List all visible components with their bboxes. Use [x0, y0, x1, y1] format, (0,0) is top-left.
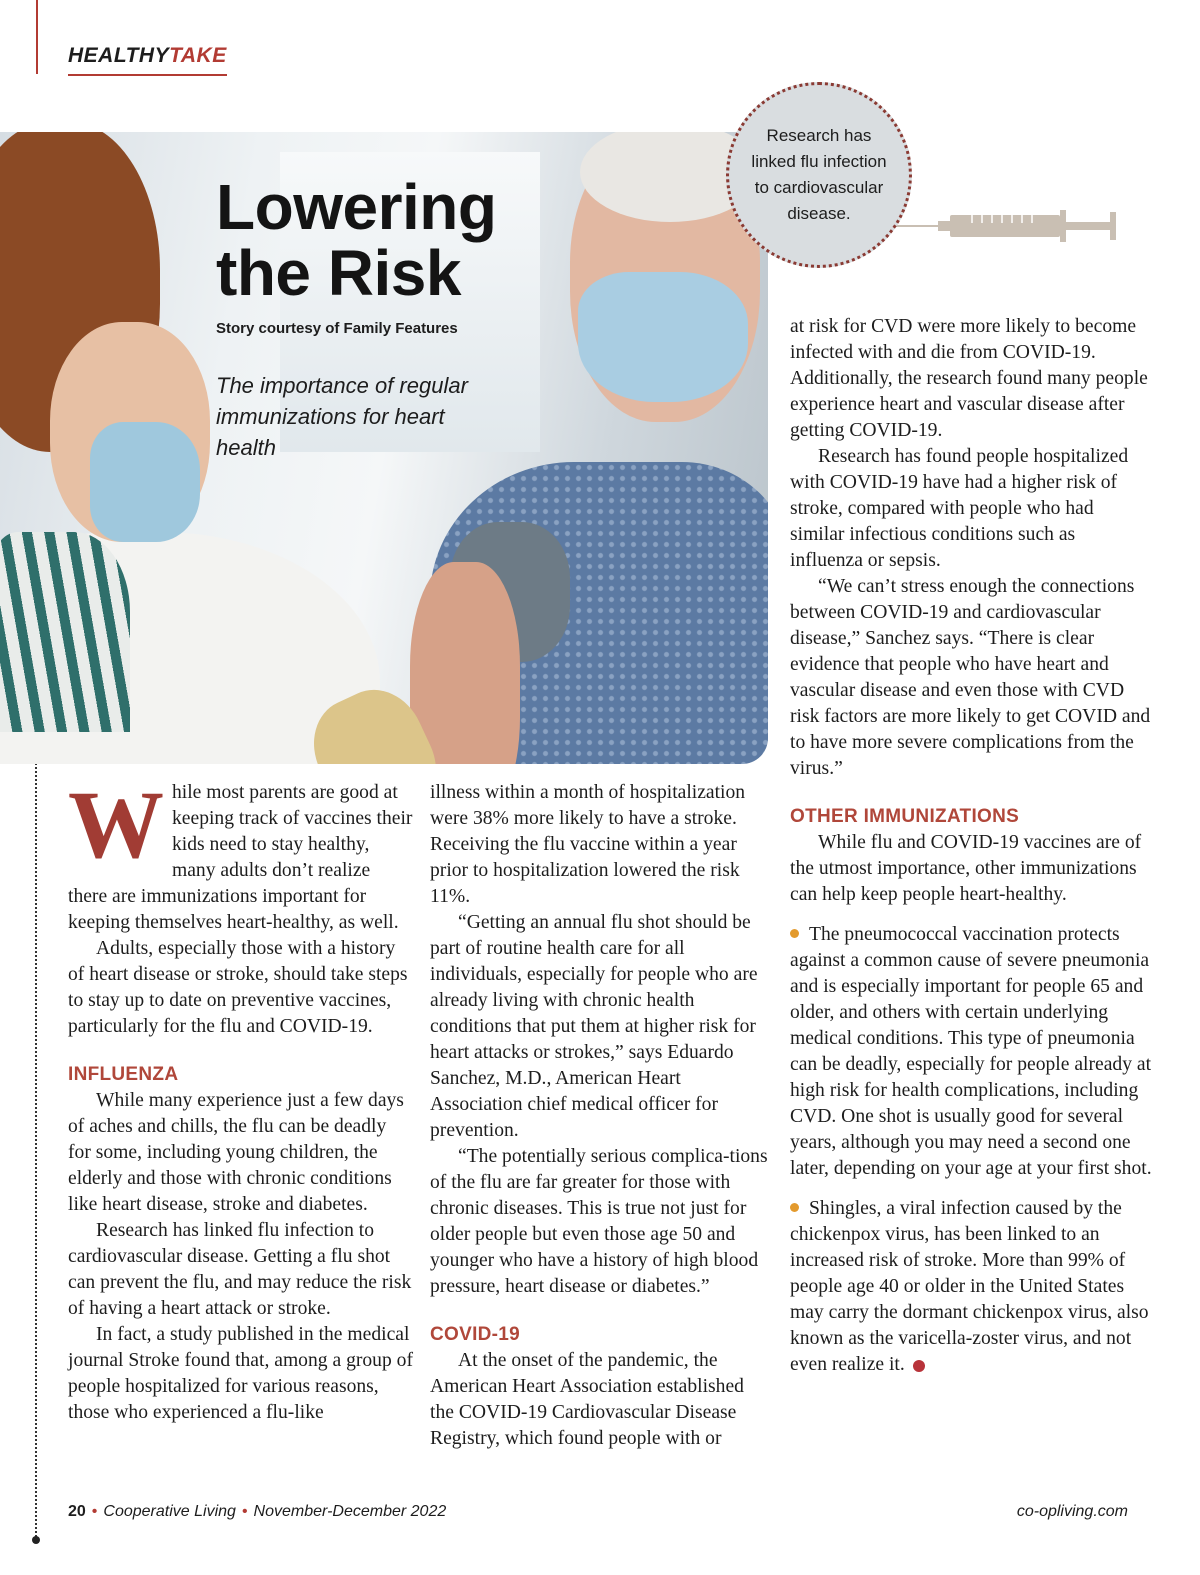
- callout-text: Research has linked flu infection to cardiovascular disease.: [751, 126, 887, 223]
- heading-covid: COVID-19: [430, 1324, 521, 1345]
- page-number: 20: [68, 1503, 86, 1520]
- article-headline: [216, 171, 497, 309]
- byline: Story courtesy of Family Features: [216, 320, 458, 337]
- drop-cap: W: [68, 771, 164, 878]
- bullet-icon: [790, 929, 799, 938]
- influenza-paragraph-4: “Getting an annual flu shot should be part of routine health care for all individuals, especially for people who are already living with chronic health conditions that put them at higher risk for heart attacks or strokes,” says Eduardo Sanchez, M.D., American Heart Association chief medical officer for prevention.: [430, 912, 758, 1141]
- body-column-1: [68, 771, 413, 1426]
- issue-date: November-December 2022: [253, 1503, 447, 1520]
- list-item: [790, 1196, 1152, 1378]
- magazine-name: Cooperative Living: [103, 1503, 236, 1520]
- covid-paragraph-3: “We can’t stress enough the connections between COVID-19 and cardiovascular disease,” Sanchez says. “There is clear evidence that people who have heart and vascular disease and even those with CVD risk factors are more likely to get COVID and to have more severe complications from the virus.”: [790, 576, 1151, 779]
- photo-nurse-collar: [0, 532, 130, 732]
- rule-end-dot: [32, 1536, 40, 1544]
- influenza-paragraph-2: Research has linked flu infection to cardiovascular disease. Getting a flu shot can prevent the flu, and may reduce the risk of having a heart attack or stroke.: [68, 1220, 412, 1319]
- influenza-paragraph-5: “The potentially serious complica-tions of the flu are far greater for those with chronic diseases. This is true not just for older people but even those age 50 and younger who have a history of high blood pressure, heart disease or diabetes.”: [430, 1146, 768, 1297]
- callout-bubble: [726, 82, 912, 268]
- website-link[interactable]: co-opliving.com: [1016, 1503, 1128, 1520]
- intro-paragraph-2: Adults, especially those with a history of heart disease or stroke, should take steps to stay up to date on preventive vaccines, particularly for the flu and COVID-19.: [68, 938, 408, 1037]
- influenza-paragraph-3: In fact, a study published in the medical journal Stroke found that, among a group of people hospitalized for various reasons, those who experienced a flu-like: [68, 1324, 413, 1423]
- headline-line2: the Risk: [216, 237, 461, 309]
- bullet-icon: [790, 1203, 799, 1212]
- dotted-margin-rule: [35, 760, 37, 1540]
- bullet-text-pneumococcal: The pneumococcal vaccination protects against a common cause of severe pneumonia and is especially important for people 65 and older, and others with certain underlying medical conditions. This type of pneumonia can be deadly, especially for people already at high risk for health complications, including CVD. One shot is usually good for several years, although you may need a second one later, depending on your age at your first shot.: [790, 924, 1152, 1179]
- page-footer: [68, 1503, 446, 1521]
- influenza-paragraph-1: While many experience just a few days of aches and chills, the flu can be deadly for some, including young children, the elderly and those with chronic conditions like heart disease, stroke and diabetes.: [68, 1090, 404, 1215]
- photo-patient-arm: [410, 562, 520, 764]
- section-label: [68, 44, 227, 76]
- covid-paragraph-2: Research has found people hospitalized with COVID-19 have had a higher risk of stroke, compared with people who had similar infectious conditions such as influenza or sepsis.: [790, 446, 1129, 571]
- footer-separator-icon: •: [91, 1503, 98, 1520]
- covid-paragraph-1: At the onset of the pandemic, the American Heart Association established the COVID-19 Cardiovascular Disease Registry, which found people with or: [430, 1350, 744, 1449]
- heading-other-immunizations: OTHER IMMUNIZATIONS: [790, 806, 1020, 827]
- syringe-icon: [892, 206, 1124, 246]
- photo-nurse-mask: [90, 422, 200, 542]
- list-item: [790, 922, 1152, 1182]
- covid-paragraph-1-cont: at risk for CVD were more likely to become infected with and die from COVID-19. Additionally, the research found many people experience heart and vascular disease after getting COVID-19.: [790, 316, 1148, 441]
- footer-separator-icon: •: [241, 1503, 248, 1520]
- intro-paragraph-1: While most parents are good at keeping track of vaccines their kids need to stay healthy, many adults don’t realize there are immunizations important for keeping themselves heart-healthy, as well.: [68, 771, 413, 933]
- top-accent-rule: [36, 0, 38, 74]
- photo-patient-mask: [578, 272, 748, 402]
- heading-influenza: INFLUENZA: [68, 1064, 179, 1085]
- headline-line1: Lowering: [216, 171, 497, 243]
- article-deck: The importance of regular immunizations for heart health: [216, 373, 468, 460]
- body-column-3: [790, 314, 1152, 1378]
- section-label-word2: TAKE: [169, 44, 227, 67]
- bullet-text-shingles: Shingles, a viral infection caused by the chickenpox virus, has been linked to an increased risk of stroke. More than 99% of people age 40 or older in the United States may carry the dormant chickenpox virus, also known as the varicella-zoster virus, and not even realize it.: [790, 1198, 1149, 1375]
- influenza-paragraph-3-cont: illness within a month of hospitalization were 38% more likely to have a stroke. Receiving the flu vaccine within a year prior to hospitalization lowered the risk 11%.: [430, 782, 746, 907]
- other-paragraph-1: While flu and COVID-19 vaccines are of the utmost importance, other immunizations can help keep people heart-healthy.: [790, 832, 1142, 905]
- body-column-2: [430, 780, 770, 1452]
- section-label-word1: HEALTHY: [68, 44, 170, 67]
- end-of-story-icon: [913, 1360, 925, 1372]
